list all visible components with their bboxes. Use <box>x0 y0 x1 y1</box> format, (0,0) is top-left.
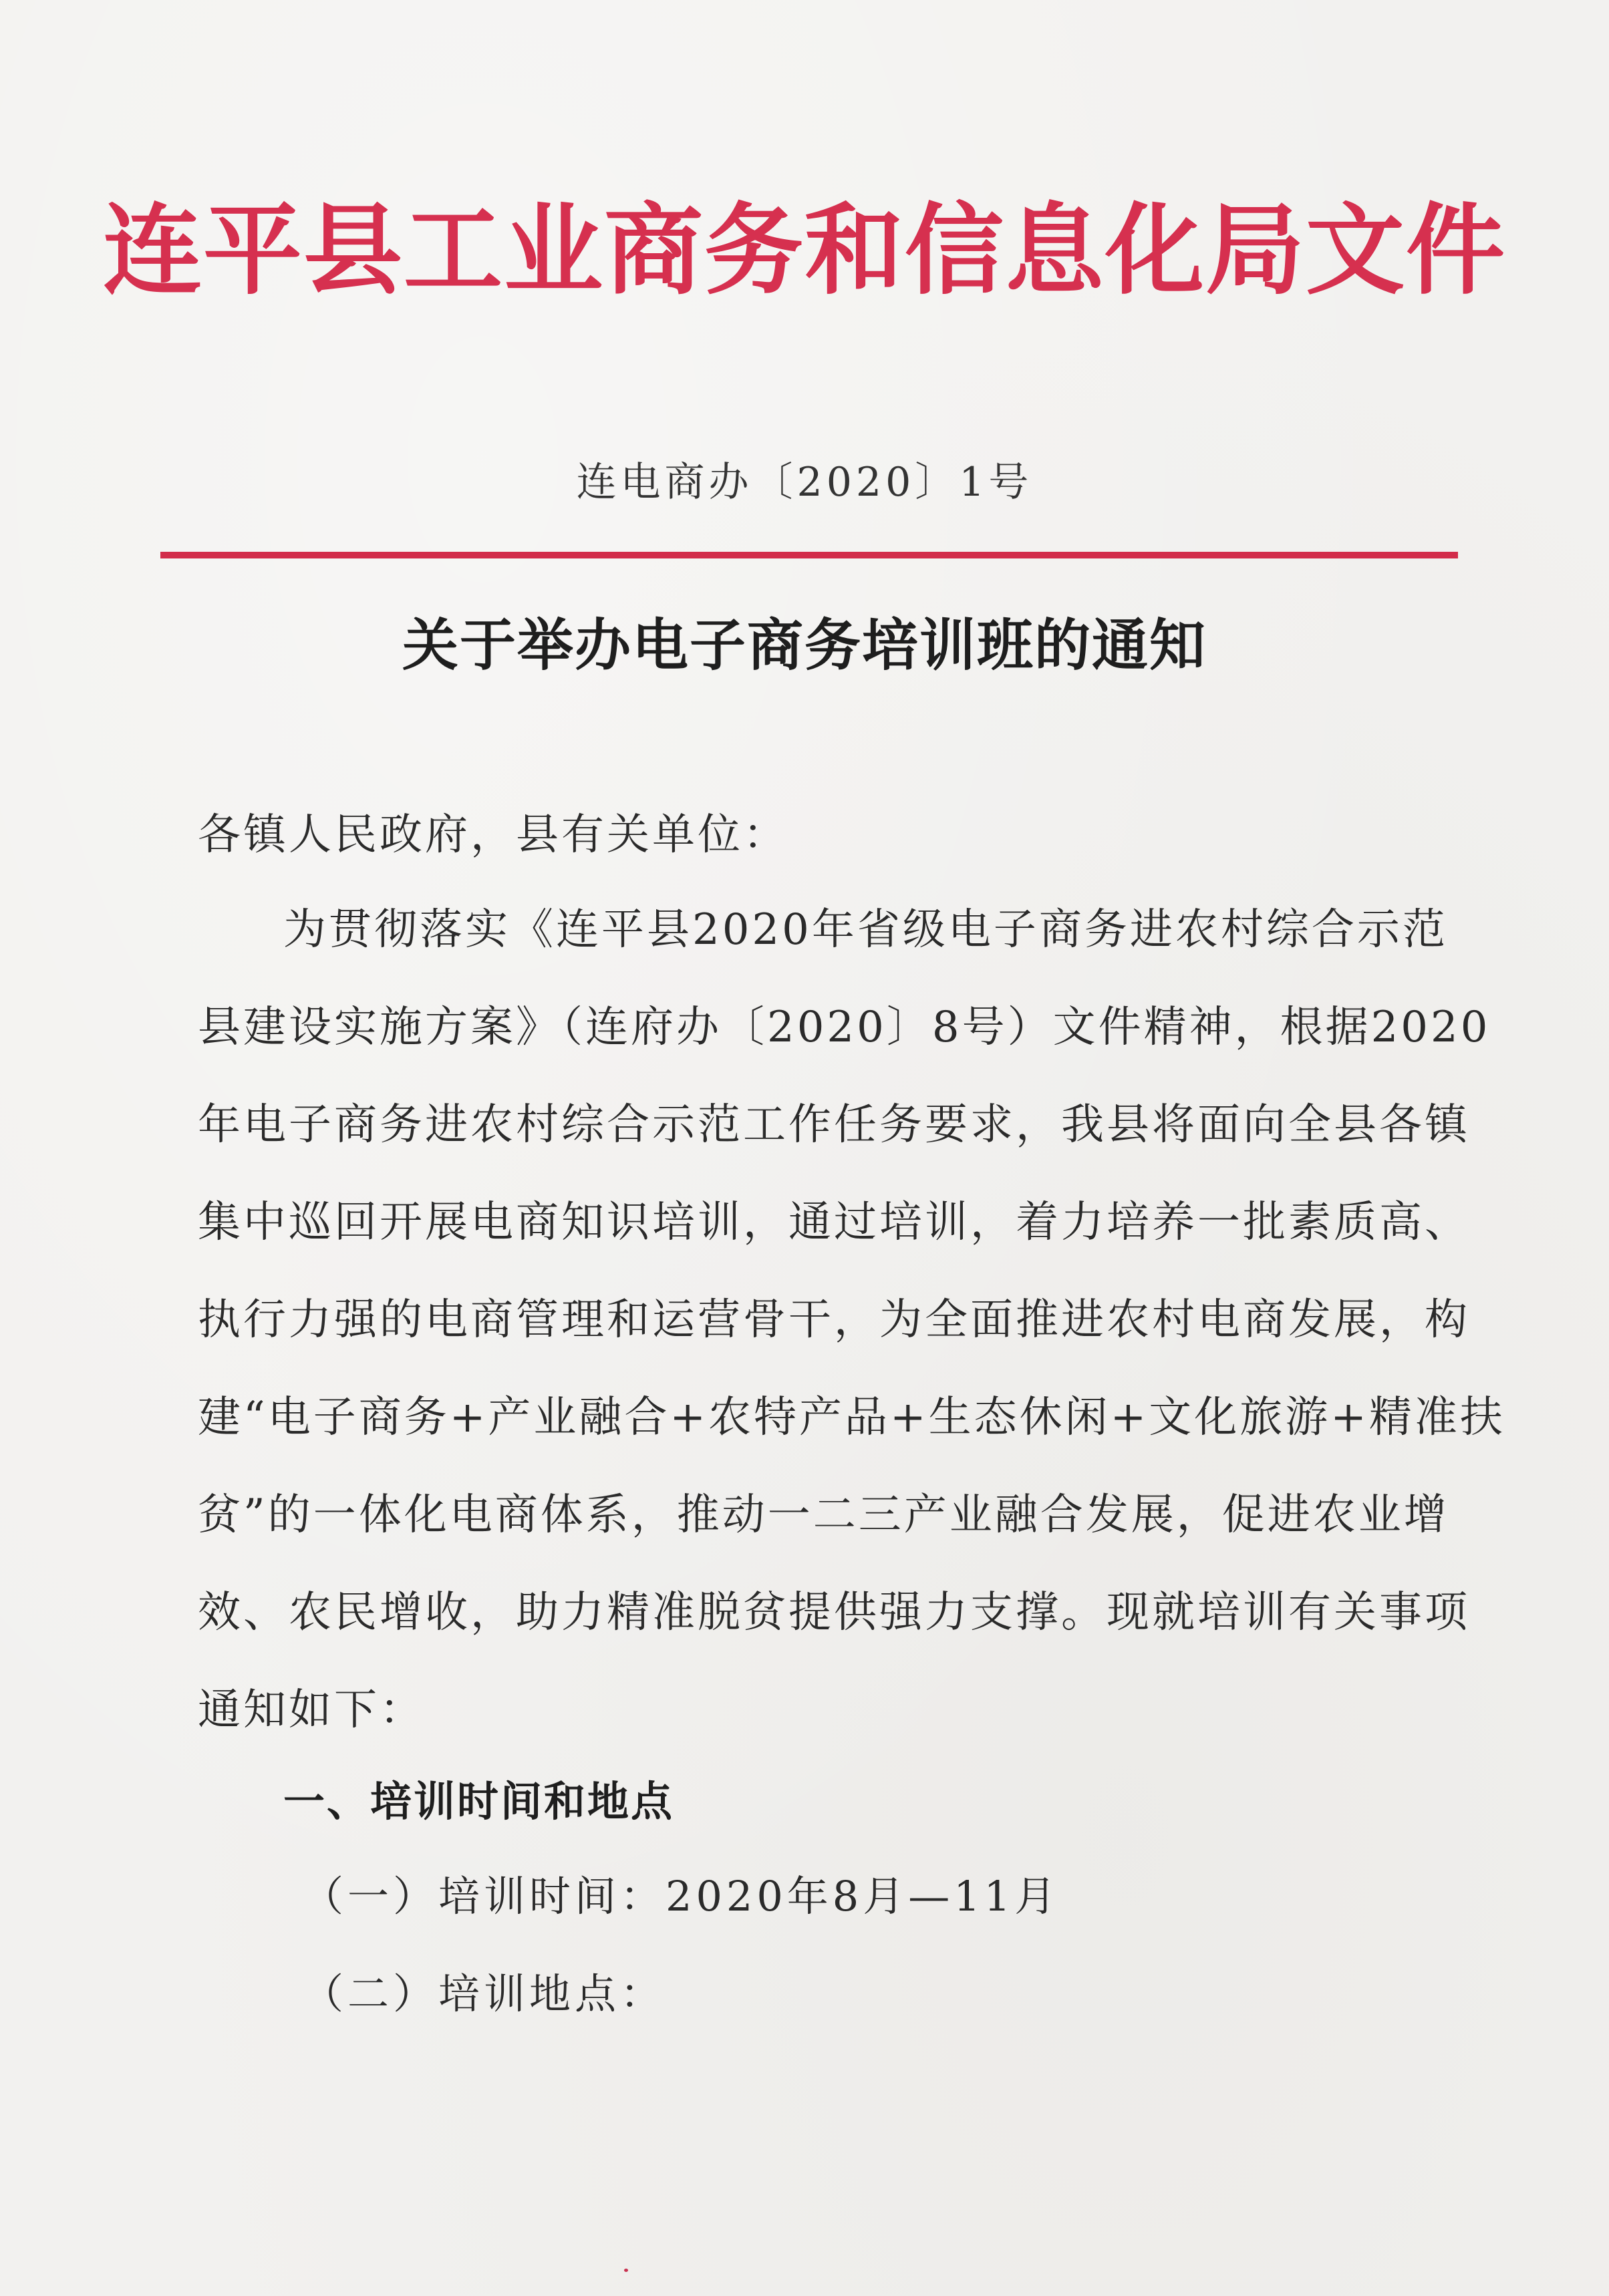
paragraph-line: 县建设实施方案》（连府办〔2020〕8号）文件精神，根据2020 <box>198 1003 1491 1052</box>
paragraph-line: 贫”的一体化电商体系，推动一二三产业融合发展，促进农业增 <box>198 1490 1449 1540</box>
addressee-line: 各镇人民政府，县有关单位： <box>198 810 788 860</box>
paragraph-line: 执行力强的电商管理和运营骨干，为全面推进农村电商发展，构 <box>198 1295 1470 1345</box>
document-number: 连电商办〔2020〕1号 <box>576 459 1033 506</box>
notice-title: 关于举办电子商务培训班的通知 <box>402 612 1207 678</box>
red-divider-line <box>160 552 1458 558</box>
paragraph-line: 集中巡回开展电商知识培训，通过培训，着力培养一批素质高、 <box>198 1198 1470 1247</box>
sub-item-training-time: （一）培训时间：2020年8月—11月 <box>302 1872 1060 1921</box>
paragraph-line: 建“电子商务+产业融合+农特产品+生态休闲+文化旅游+精准扶 <box>198 1393 1505 1442</box>
body-paragraph <box>198 905 1505 1786</box>
paragraph-line: 效、农民增收，助力精准脱贫提供强力支撑。现就培训有关事项 <box>198 1588 1470 1637</box>
ink-speck <box>624 2269 628 2272</box>
paragraph-line: 年电子商务进农村综合示范工作任务要求，我县将面向全县各镇 <box>198 1100 1470 1150</box>
section-heading-time-place: 一、培训时间和地点 <box>283 1777 675 1826</box>
sub-item-training-place: （二）培训地点： <box>302 1969 666 2018</box>
org-header-title: 连平县工业商务和信息化局文件 <box>103 192 1506 308</box>
paragraph-line: 通知如下： <box>198 1685 425 1735</box>
paragraph-line: 为贯彻落实《连平县2020年省级电子商务进农村综合示范 <box>283 905 1448 955</box>
